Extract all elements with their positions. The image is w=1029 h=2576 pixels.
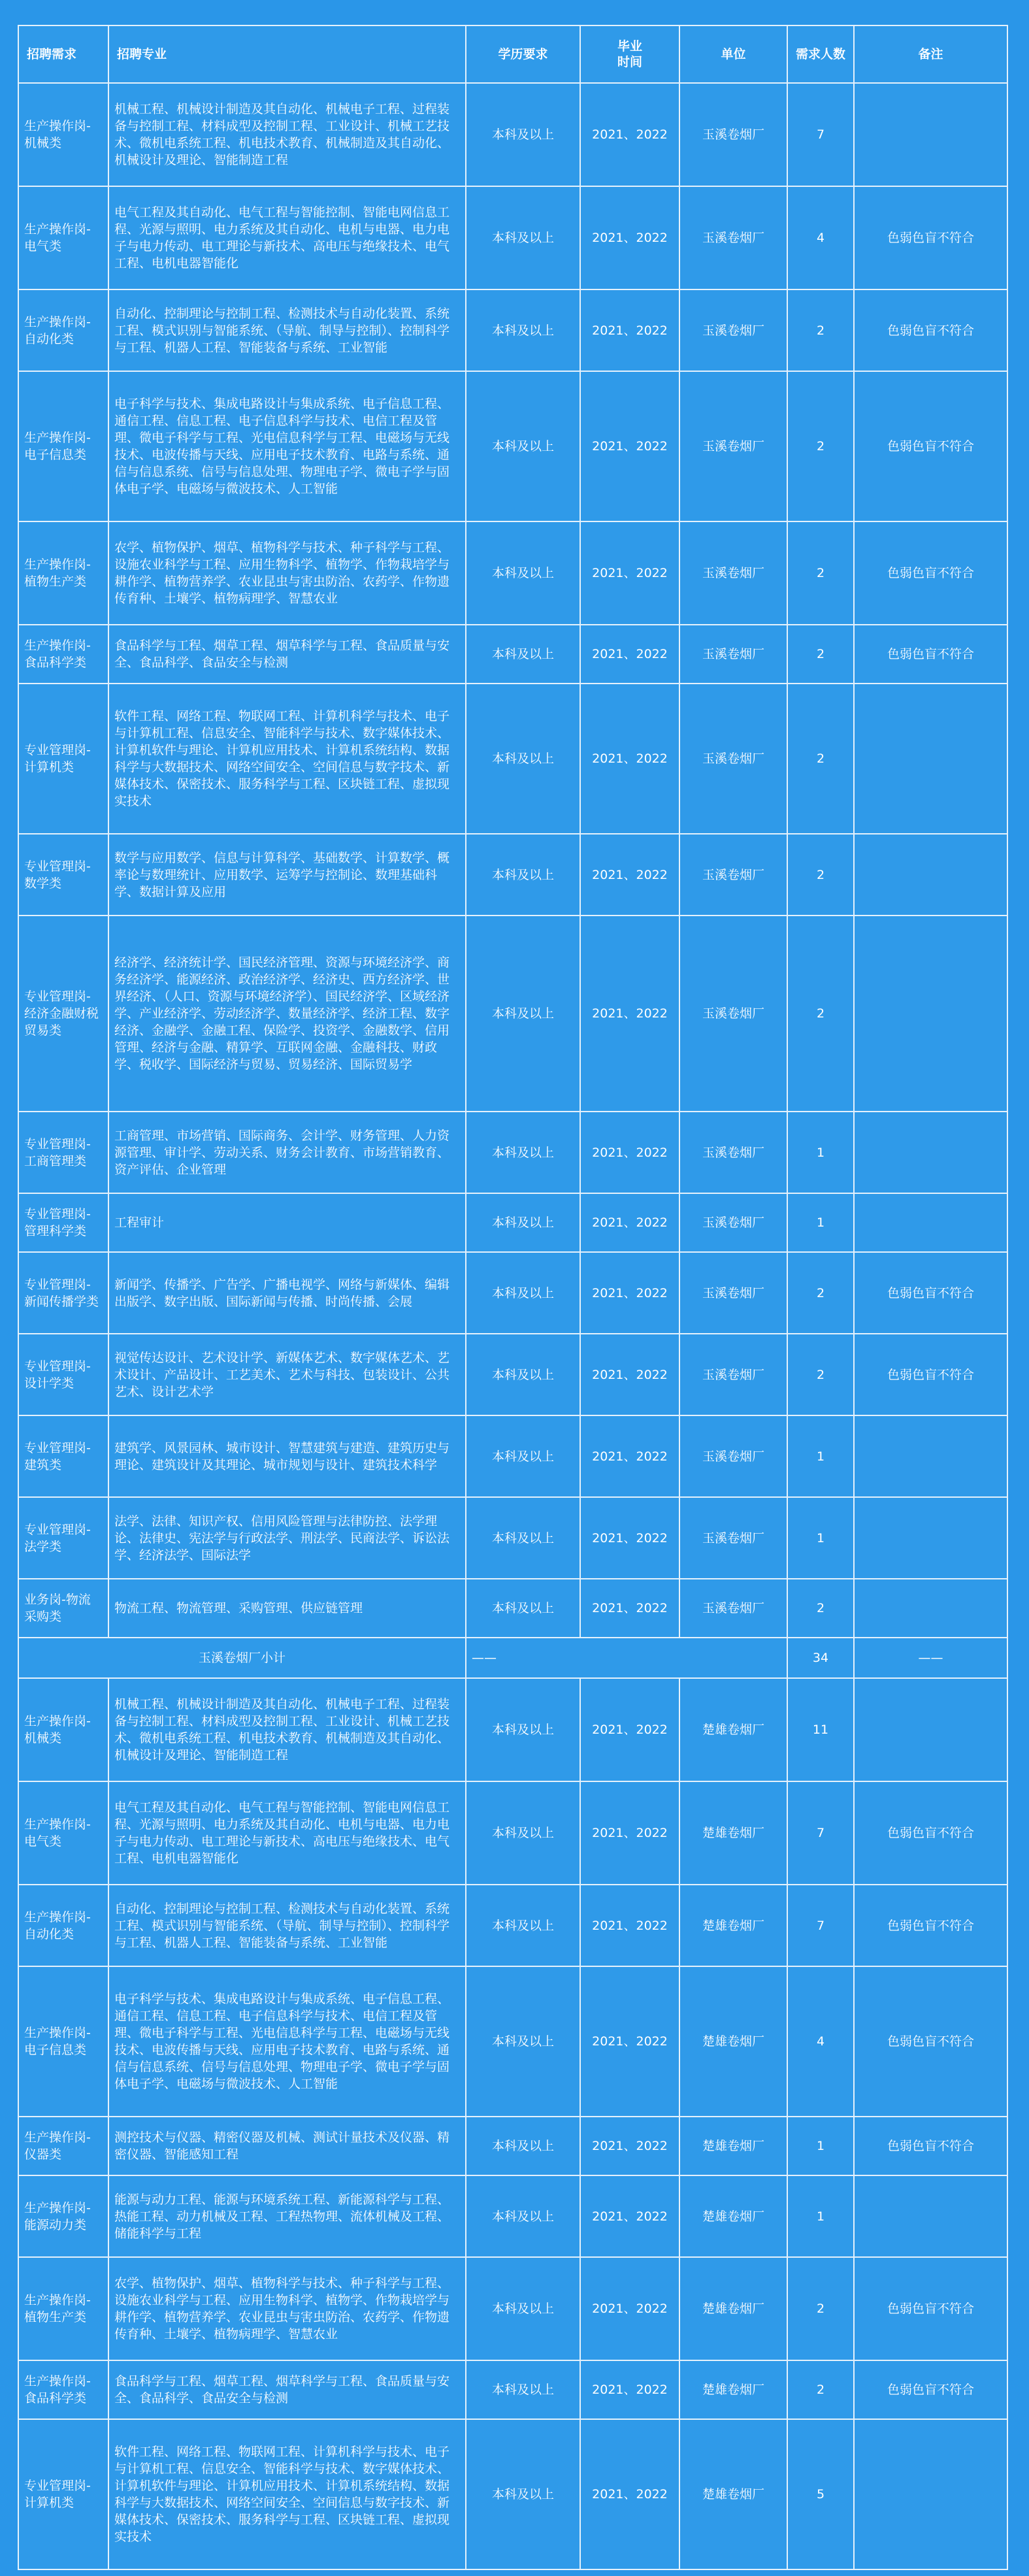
cell-grad-time: 2021、2022 — [580, 1885, 679, 1966]
cell-education: 本科及以上 — [466, 1966, 580, 2117]
cell-count: 2 — [787, 625, 854, 684]
cell-grad-time: 2021、2022 — [580, 289, 679, 371]
cell-category: 生产操作岗-食品科学类 — [18, 2360, 108, 2419]
cell-majors: 新闻学、传播学、广告学、广播电视学、网络与新媒体、编辑出版学、数字出版、国际新闻与传播、时尚传播、会展 — [108, 1252, 466, 1334]
cell-category: 业务岗-物流采购类 — [18, 1579, 108, 1638]
cell-unit: 玉溪卷烟厂 — [679, 83, 787, 186]
cell-unit: 玉溪卷烟厂 — [679, 1579, 787, 1638]
table-row — [18, 1334, 1007, 1415]
table-row — [18, 2175, 1007, 2257]
header-count: 需求人数 — [787, 25, 854, 83]
cell-grad-time: 2021、2022 — [580, 1678, 679, 1781]
cell-majors: 视觉传达设计、艺术设计学、新媒体艺术、数字媒体艺术、艺术设计、产品设计、工艺美术、艺术与科技、包装设计、公共艺术、设计艺术学 — [108, 1334, 466, 1415]
table-row — [18, 1966, 1007, 2117]
cell-remark — [854, 1112, 1007, 1193]
cell-unit: 楚雄卷烟厂 — [679, 2257, 787, 2360]
cell-category: 生产操作岗-仪器类 — [18, 2117, 108, 2175]
cell-count: 1 — [787, 1415, 854, 1497]
cell-unit: 楚雄卷烟厂 — [679, 2117, 787, 2175]
cell-majors: 法学、法律、知识产权、信用风险管理与法律防控、法学理论、法律史、宪法学与行政法学、刑法学、民商法学、诉讼法学、经济法学、国际法学 — [108, 1497, 466, 1579]
cell-count: 2 — [787, 916, 854, 1112]
cell-grad-time: 2021、2022 — [580, 1334, 679, 1415]
cell-education: 本科及以上 — [466, 521, 580, 625]
cell-category: 生产操作岗-电气类 — [18, 186, 108, 289]
cell-count: 7 — [787, 83, 854, 186]
cell-count: 2 — [787, 2360, 854, 2419]
cell-remark: 色弱色盲不符合 — [854, 2117, 1007, 2175]
cell-unit: 楚雄卷烟厂 — [679, 2419, 787, 2569]
recruitment-table — [18, 25, 1008, 2570]
table-row — [18, 1579, 1007, 1638]
subtotal-remark-dash: —— — [854, 1638, 1007, 1678]
cell-remark: 色弱色盲不符合 — [854, 289, 1007, 371]
cell-grad-time: 2021、2022 — [580, 1579, 679, 1638]
header-remark: 备注 — [854, 25, 1007, 83]
cell-remark: 色弱色盲不符合 — [854, 2360, 1007, 2419]
cell-majors: 农学、植物保护、烟草、植物科学与技术、种子科学与工程、设施农业科学与工程、应用生物科学、植物学、作物栽培学与耕作学、植物营养学、农业昆虫与害虫防治、农药学、作物遗传育种、土壤学、植物病理学、智慧农业 — [108, 2257, 466, 2360]
cell-remark: 色弱色盲不符合 — [854, 2257, 1007, 2360]
cell-remark: 色弱色盲不符合 — [854, 521, 1007, 625]
cell-majors: 软件工程、网络工程、物联网工程、计算机科学与技术、电子与计算机工程、信息安全、智能科学与技术、数字媒体技术、计算机软件与理论、计算机应用技术、计算机系统结构、数据科学与大数据技术、网络空间安全、空间信息与数字技术、新媒体技术、保密技术、服务科学与工程、区块链工程、虚拟现实技术 — [108, 684, 466, 834]
header-category: 招聘需求 — [18, 25, 108, 83]
cell-unit: 玉溪卷烟厂 — [679, 1252, 787, 1334]
cell-majors: 食品科学与工程、烟草工程、烟草科学与工程、食品质量与安全、食品科学、食品安全与检测 — [108, 625, 466, 684]
cell-education: 本科及以上 — [466, 1252, 580, 1334]
cell-majors: 物流工程、物流管理、采购管理、供应链管理 — [108, 1579, 466, 1638]
cell-unit: 楚雄卷烟厂 — [679, 1885, 787, 1966]
table-header-row — [18, 25, 1007, 83]
cell-unit: 玉溪卷烟厂 — [679, 1334, 787, 1415]
table-row — [18, 1193, 1007, 1252]
cell-unit: 玉溪卷烟厂 — [679, 684, 787, 834]
cell-unit: 玉溪卷烟厂 — [679, 1415, 787, 1497]
cell-majors: 工程审计 — [108, 1193, 466, 1252]
cell-count: 4 — [787, 1966, 854, 2117]
cell-count: 2 — [787, 289, 854, 371]
cell-count: 4 — [787, 186, 854, 289]
cell-category: 专业管理岗-设计学类 — [18, 1334, 108, 1415]
cell-education: 本科及以上 — [466, 625, 580, 684]
cell-category: 专业管理岗-数学类 — [18, 834, 108, 916]
cell-remark — [854, 1579, 1007, 1638]
cell-count: 1 — [787, 2175, 854, 2257]
table-row — [18, 1112, 1007, 1193]
cell-grad-time: 2021、2022 — [580, 1193, 679, 1252]
cell-grad-time: 2021、2022 — [580, 186, 679, 289]
cell-majors: 机械工程、机械设计制造及其自动化、机械电子工程、过程装备与控制工程、材料成型及控制工程、工业设计、机械工艺技术、微机电系统工程、机电技术教育、机械制造及其自动化、机械设计及理论、智能制造工程 — [108, 83, 466, 186]
cell-unit: 玉溪卷烟厂 — [679, 916, 787, 1112]
subtotal-dash: —— — [466, 1638, 787, 1678]
table-row — [18, 2257, 1007, 2360]
cell-count: 11 — [787, 1678, 854, 1781]
cell-category: 生产操作岗-机械类 — [18, 1678, 108, 1781]
cell-grad-time: 2021、2022 — [580, 83, 679, 186]
cell-education: 本科及以上 — [466, 1781, 580, 1885]
cell-majors: 测控技术与仪器、精密仪器及机械、测试计量技术及仪器、精密仪器、智能感知工程 — [108, 2117, 466, 2175]
table-row — [18, 521, 1007, 625]
cell-majors: 农学、植物保护、烟草、植物科学与技术、种子科学与工程、设施农业科学与工程、应用生物科学、植物学、作物栽培学与耕作学、植物营养学、农业昆虫与害虫防治、农药学、作物遗传育种、土壤学、植物病理学、智慧农业 — [108, 521, 466, 625]
cell-remark: 色弱色盲不符合 — [854, 1781, 1007, 1885]
cell-education: 本科及以上 — [466, 2360, 580, 2419]
cell-unit: 玉溪卷烟厂 — [679, 371, 787, 521]
cell-count: 7 — [787, 1885, 854, 1966]
cell-grad-time: 2021、2022 — [580, 625, 679, 684]
cell-education: 本科及以上 — [466, 1579, 580, 1638]
cell-education: 本科及以上 — [466, 1497, 580, 1579]
table-row — [18, 2117, 1007, 2175]
cell-category: 生产操作岗-自动化类 — [18, 289, 108, 371]
cell-education: 本科及以上 — [466, 2175, 580, 2257]
cell-unit: 玉溪卷烟厂 — [679, 1112, 787, 1193]
table-row — [18, 83, 1007, 186]
cell-majors: 建筑学、风景园林、城市设计、智慧建筑与建造、建筑历史与理论、建筑设计及其理论、城市规划与设计、建筑技术科学 — [108, 1415, 466, 1497]
cell-remark: 色弱色盲不符合 — [854, 1885, 1007, 1966]
cell-education: 本科及以上 — [466, 1885, 580, 1966]
cell-majors: 电气工程及其自动化、电气工程与智能控制、智能电网信息工程、光源与照明、电力系统及其自动化、电机与电器、电力电子与电力传动、电工理论与新技术、高电压与绝缘技术、电气工程、电机电器智能化 — [108, 186, 466, 289]
cell-majors: 经济学、经济统计学、国民经济管理、资源与环境经济学、商务经济学、能源经济、政治经济学、经济史、西方经济学、世界经济、（人口、资源与环境经济学）、国民经济学、区域经济学、产业经济学、劳动经济学、数量经济学、经济工程、数字经济、金融学、金融工程、保险学、投资学、金融数学、信用管理、经济与金融、精算学、互联网金融、金融科技、财政学、税收学、国际经济与贸易、贸易经济、国际贸易学 — [108, 916, 466, 1112]
cell-grad-time: 2021、2022 — [580, 916, 679, 1112]
cell-count: 2 — [787, 2257, 854, 2360]
cell-grad-time: 2021、2022 — [580, 371, 679, 521]
cell-grad-time: 2021、2022 — [580, 2360, 679, 2419]
cell-grad-time: 2021、2022 — [580, 2117, 679, 2175]
cell-education: 本科及以上 — [466, 2419, 580, 2569]
cell-category: 专业管理岗-新闻传播学类 — [18, 1252, 108, 1334]
cell-category: 生产操作岗-植物生产类 — [18, 2257, 108, 2360]
cell-majors: 自动化、控制理论与控制工程、检测技术与自动化装置、系统工程、模式识别与智能系统、（导航、制导与控制）、控制科学与工程、机器人工程、智能装备与系统、工业智能 — [108, 289, 466, 371]
header-grad-time: 毕业 时间 — [580, 25, 679, 83]
cell-majors: 数学与应用数学、信息与计算科学、基础数学、计算数学、概率论与数理统计、应用数学、运筹学与控制论、数理基础科学、数据计算及应用 — [108, 834, 466, 916]
cell-grad-time: 2021、2022 — [580, 684, 679, 834]
cell-unit: 玉溪卷烟厂 — [679, 1193, 787, 1252]
cell-education: 本科及以上 — [466, 1415, 580, 1497]
cell-category: 生产操作岗-食品科学类 — [18, 625, 108, 684]
header-majors: 招聘专业 — [108, 25, 466, 83]
cell-category: 生产操作岗-自动化类 — [18, 1885, 108, 1966]
cell-education: 本科及以上 — [466, 1678, 580, 1781]
cell-education: 本科及以上 — [466, 371, 580, 521]
cell-remark — [854, 834, 1007, 916]
cell-majors: 机械工程、机械设计制造及其自动化、机械电子工程、过程装备与控制工程、材料成型及控制工程、工业设计、机械工艺技术、微机电系统工程、机电技术教育、机械制造及其自动化、机械设计及理论、智能制造工程 — [108, 1678, 466, 1781]
table-row — [18, 1415, 1007, 1497]
cell-grad-time: 2021、2022 — [580, 834, 679, 916]
cell-remark — [854, 1193, 1007, 1252]
table-row — [18, 371, 1007, 521]
table-row — [18, 2419, 1007, 2569]
table-row — [18, 1497, 1007, 1579]
cell-category: 专业管理岗-计算机类 — [18, 684, 108, 834]
table-row — [18, 834, 1007, 916]
cell-education: 本科及以上 — [466, 1193, 580, 1252]
table-row — [18, 916, 1007, 1112]
cell-remark: 色弱色盲不符合 — [854, 1966, 1007, 2117]
cell-unit: 楚雄卷烟厂 — [679, 1678, 787, 1781]
cell-education: 本科及以上 — [466, 186, 580, 289]
cell-majors: 电子科学与技术、集成电路设计与集成系统、电子信息工程、通信工程、信息工程、电子信息科学与技术、电信工程及管理、微电子科学与工程、光电信息科学与工程、电磁场与无线技术、电波传播与天线、应用电子技术教育、电路与系统、通信与信息系统、信号与信息处理、物理电子学、微电子学与固体电子学、电磁场与微波技术、人工智能 — [108, 371, 466, 521]
cell-category: 生产操作岗-机械类 — [18, 83, 108, 186]
cell-majors: 能源与动力工程、能源与环境系统工程、新能源科学与工程、热能工程、动力机械及工程、工程热物理、流体机械及工程、储能科学与工程 — [108, 2175, 466, 2257]
subtotal-row — [18, 1638, 1007, 1678]
table-row — [18, 1781, 1007, 1885]
cell-category: 生产操作岗-能源动力类 — [18, 2175, 108, 2257]
cell-category: 生产操作岗-植物生产类 — [18, 521, 108, 625]
cell-unit: 玉溪卷烟厂 — [679, 186, 787, 289]
cell-remark — [854, 1497, 1007, 1579]
cell-majors: 电气工程及其自动化、电气工程与智能控制、智能电网信息工程、光源与照明、电力系统及其自动化、电机与电器、电力电子与电力传动、电工理论与新技术、高电压与绝缘技术、电气工程、电机电器智能化 — [108, 1781, 466, 1885]
cell-remark: 色弱色盲不符合 — [854, 186, 1007, 289]
cell-majors: 食品科学与工程、烟草工程、烟草科学与工程、食品质量与安全、食品科学、食品安全与检测 — [108, 2360, 466, 2419]
cell-grad-time: 2021、2022 — [580, 1112, 679, 1193]
cell-remark — [854, 83, 1007, 186]
cell-count: 5 — [787, 2419, 854, 2569]
header-unit: 单位 — [679, 25, 787, 83]
cell-grad-time: 2021、2022 — [580, 1966, 679, 2117]
cell-unit: 楚雄卷烟厂 — [679, 2360, 787, 2419]
cell-remark — [854, 1415, 1007, 1497]
cell-category: 专业管理岗-管理科学类 — [18, 1193, 108, 1252]
cell-count: 2 — [787, 684, 854, 834]
cell-remark: 色弱色盲不符合 — [854, 1334, 1007, 1415]
cell-unit: 楚雄卷烟厂 — [679, 2175, 787, 2257]
cell-category: 专业管理岗-法学类 — [18, 1497, 108, 1579]
subtotal-label: 玉溪卷烟厂小计 — [18, 1638, 466, 1678]
cell-grad-time: 2021、2022 — [580, 2257, 679, 2360]
cell-count: 2 — [787, 1579, 854, 1638]
cell-majors: 电子科学与技术、集成电路设计与集成系统、电子信息工程、通信工程、信息工程、电子信息科学与技术、电信工程及管理、微电子科学与工程、光电信息科学与工程、电磁场与无线技术、电波传播与天线、应用电子技术教育、电路与系统、通信与信息系统、信号与信息处理、物理电子学、微电子学与固体电子学、电磁场与微波技术、人工智能 — [108, 1966, 466, 2117]
recruitment-table-container — [18, 25, 1007, 2570]
cell-category: 专业管理岗-建筑类 — [18, 1415, 108, 1497]
cell-count: 2 — [787, 1252, 854, 1334]
cell-unit: 玉溪卷烟厂 — [679, 521, 787, 625]
cell-grad-time: 2021、2022 — [580, 1252, 679, 1334]
table-row — [18, 625, 1007, 684]
cell-count: 2 — [787, 371, 854, 521]
table-row — [18, 289, 1007, 371]
cell-remark — [854, 684, 1007, 834]
cell-remark — [854, 1678, 1007, 1781]
cell-remark — [854, 2419, 1007, 2569]
cell-education: 本科及以上 — [466, 2117, 580, 2175]
table-row — [18, 1252, 1007, 1334]
cell-grad-time: 2021、2022 — [580, 2419, 679, 2569]
table-row — [18, 684, 1007, 834]
cell-education: 本科及以上 — [466, 1112, 580, 1193]
table-row — [18, 1678, 1007, 1781]
cell-education: 本科及以上 — [466, 684, 580, 834]
cell-unit: 楚雄卷烟厂 — [679, 1781, 787, 1885]
cell-category: 生产操作岗-电气类 — [18, 1781, 108, 1885]
cell-remark: 色弱色盲不符合 — [854, 371, 1007, 521]
cell-grad-time: 2021、2022 — [580, 1415, 679, 1497]
cell-remark: 色弱色盲不符合 — [854, 625, 1007, 684]
cell-count: 1 — [787, 2117, 854, 2175]
table-row — [18, 2360, 1007, 2419]
table-row — [18, 186, 1007, 289]
cell-education: 本科及以上 — [466, 834, 580, 916]
cell-category: 专业管理岗-计算机类 — [18, 2419, 108, 2569]
cell-count: 1 — [787, 1193, 854, 1252]
cell-category: 生产操作岗-电子信息类 — [18, 1966, 108, 2117]
cell-remark — [854, 916, 1007, 1112]
cell-count: 7 — [787, 1781, 854, 1885]
header-education: 学历要求 — [466, 25, 580, 83]
cell-unit: 玉溪卷烟厂 — [679, 625, 787, 684]
cell-unit: 玉溪卷烟厂 — [679, 1497, 787, 1579]
cell-count: 2 — [787, 1334, 854, 1415]
cell-majors: 工商管理、市场营销、国际商务、会计学、财务管理、人力资源管理、审计学、劳动关系、财务会计教育、市场营销教育、资产评估、企业管理 — [108, 1112, 466, 1193]
cell-majors: 自动化、控制理论与控制工程、检测技术与自动化装置、系统工程、模式识别与智能系统、（导航、制导与控制）、控制科学与工程、机器人工程、智能装备与系统、工业智能 — [108, 1885, 466, 1966]
cell-category: 专业管理岗-工商管理类 — [18, 1112, 108, 1193]
subtotal-count: 34 — [787, 1638, 854, 1678]
cell-grad-time: 2021、2022 — [580, 521, 679, 625]
table-row — [18, 1885, 1007, 1966]
cell-category: 专业管理岗-经济金融财税贸易类 — [18, 916, 108, 1112]
cell-education: 本科及以上 — [466, 2257, 580, 2360]
cell-remark — [854, 2175, 1007, 2257]
cell-majors: 软件工程、网络工程、物联网工程、计算机科学与技术、电子与计算机工程、信息安全、智能科学与技术、数字媒体技术、计算机软件与理论、计算机应用技术、计算机系统结构、数据科学与大数据技术、网络空间安全、空间信息与数字技术、新媒体技术、保密技术、服务科学与工程、区块链工程、虚拟现实技术 — [108, 2419, 466, 2569]
cell-education: 本科及以上 — [466, 289, 580, 371]
cell-count: 2 — [787, 521, 854, 625]
table-body — [18, 83, 1007, 2569]
cell-education: 本科及以上 — [466, 916, 580, 1112]
cell-education: 本科及以上 — [466, 83, 580, 186]
cell-unit: 玉溪卷烟厂 — [679, 834, 787, 916]
cell-count: 1 — [787, 1497, 854, 1579]
cell-grad-time: 2021、2022 — [580, 1781, 679, 1885]
cell-count: 1 — [787, 1112, 854, 1193]
cell-remark: 色弱色盲不符合 — [854, 1252, 1007, 1334]
cell-grad-time: 2021、2022 — [580, 2175, 679, 2257]
cell-grad-time: 2021、2022 — [580, 1497, 679, 1579]
cell-count: 2 — [787, 834, 854, 916]
cell-category: 生产操作岗-电子信息类 — [18, 371, 108, 521]
cell-unit: 楚雄卷烟厂 — [679, 1966, 787, 2117]
cell-education: 本科及以上 — [466, 1334, 580, 1415]
cell-unit: 玉溪卷烟厂 — [679, 289, 787, 371]
